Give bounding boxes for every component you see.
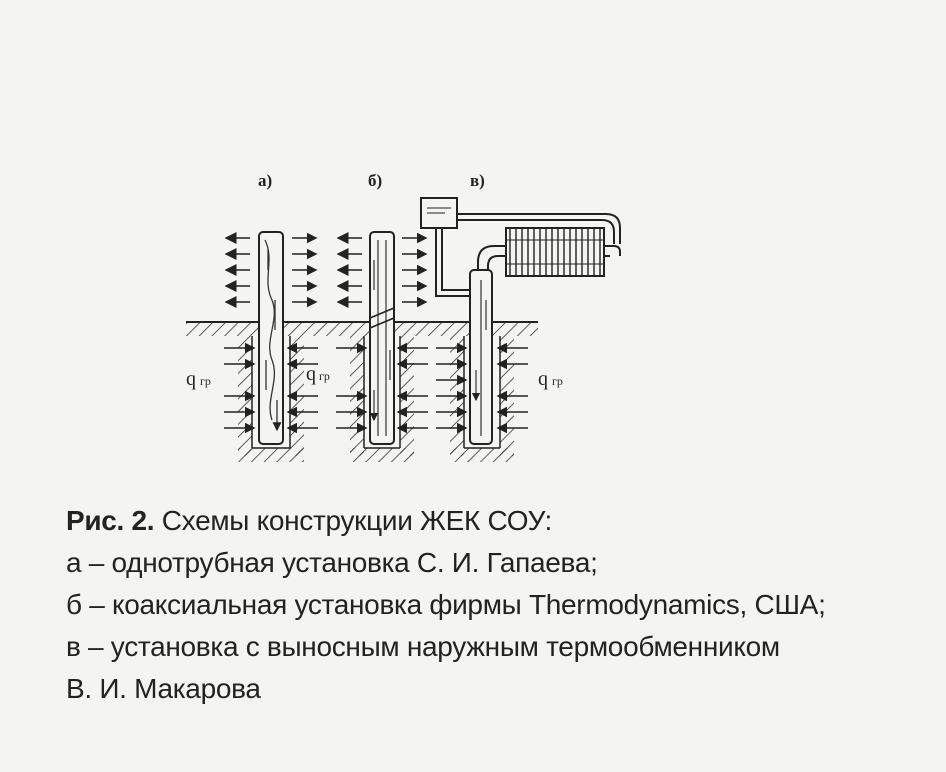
heat-exchanger [506, 228, 620, 276]
heat-flux-label-a [186, 368, 211, 390]
svg-text:гр: гр [552, 374, 563, 388]
caption-title: Схемы конструкции ЖЕК СОУ: [161, 505, 552, 536]
caption-item-b: б – коаксиальная установка фирмы Thermodynamics, США; [66, 589, 826, 620]
svg-text:гр: гр [319, 369, 330, 383]
panel-label-b: б) [368, 171, 383, 190]
caption-item-a: а – однотрубная установка С. И. Гапаева; [66, 547, 598, 578]
svg-text:q: q [538, 368, 548, 390]
figure-caption [66, 500, 826, 710]
svg-text:q: q [186, 368, 196, 390]
figure-number: Рис. 2. [66, 505, 155, 536]
svg-text:гр: гр [200, 374, 211, 388]
heat-flux-label-b [306, 363, 330, 385]
heat-pipe-b [370, 232, 394, 444]
caption-item-c-author: В. И. Макарова [66, 673, 261, 704]
heat-flux-label-c [538, 368, 563, 390]
svg-text:q: q [306, 363, 316, 385]
caption-item-c: в – установка с выносным наружным термообменником [66, 631, 780, 662]
heat-pipe-a [259, 232, 283, 444]
panel-label-c: в) [470, 171, 485, 190]
panel-label-a: а) [258, 171, 273, 190]
caption-heading [66, 500, 826, 542]
air-arrows [226, 238, 426, 302]
